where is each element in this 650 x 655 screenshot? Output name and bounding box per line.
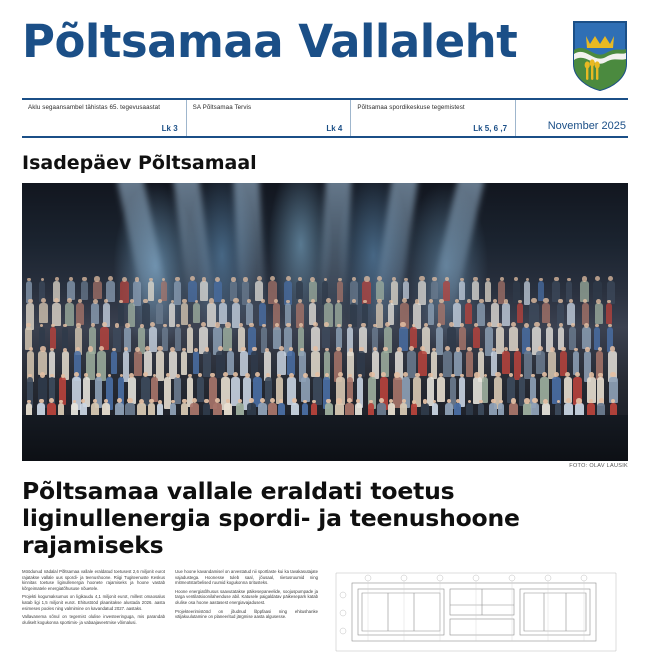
photo-image (22, 183, 628, 461)
paragraph: Projekteerimistööd on jõudnud lõppfaasi ning ehitushanke väljakuulutamine on planeeritud järgmise aasta algusesse. (175, 608, 318, 620)
paragraph: Uue hoone kavandamisel on arvestatud nii sportlaste kui ka tavakasutajate vajadustega. Hoonesse tuleb saal, jõusaal, riietusruumid ning mitmeotstarbelised ruumid kogukonna üritusteks. (175, 569, 318, 586)
teaser-text: Põltsamaa spordikeskuse tegemistest (357, 104, 465, 111)
paragraph: Hoone energiatõhusus saavutatakse päikesepaneelide, soojuspumpade ja targa ventilatsioonilahenduse abil. Katusele paigaldatav päikesepark katab olulise osa hoone aastasest energiavajadusest. (175, 588, 318, 605)
article-column-1 (22, 569, 165, 655)
teaser-item-1[interactable] (22, 100, 187, 136)
paragraph: Vallavanema sõnul on tegemist olulise investeeringuga, mis parandab oluliselt kogukonna sportimis- ja vabaajaveetmise võimalusi. (22, 614, 165, 625)
article-body (22, 569, 628, 655)
page-title: Põltsamaa Vallaleht (22, 15, 518, 68)
masthead (22, 0, 628, 92)
paragraph: Möödunud nädalal Põltsamaa vallale eraldatud toetusest 2,6 miljonit eurot rajatakse vallale uus spordi- ja teenushoone. Riigi Tugiteenuste Keskus kinnitas toetuse liginullenergia hoonete rajamiseks ja hoone vastab kõrgeimatele energiatõhususe nõuetele. (22, 569, 165, 591)
teaser-page-ref: Lk 5, 6 ,7 (473, 124, 508, 133)
teaser-text: Aklu segaansambel tähistas 65. tegevusaastat (28, 104, 161, 111)
building-floorplan-drawing (328, 569, 624, 655)
teaser-page-ref: Lk 3 (161, 124, 178, 133)
photo-credit: FOTO: OLAV LAUSIK (569, 463, 628, 469)
photo-crowd (22, 269, 628, 431)
teaser-bar (22, 98, 628, 138)
paragraph: Projekti kogumaksumus on ligikaudu 4,1 miljonit eurot, millest omaosalus katab ligi 1,5 miljonit eurot. Ehitustööd plaanitakse alustada 2026. aasta esimeses pooles ning valmimine on kavandatud 2027. aastaks. (22, 594, 165, 611)
teaser-page-ref: Lk 4 (326, 124, 343, 133)
teaser-item-2[interactable] (187, 100, 352, 136)
section-headline: Isadepäev Põltsamaal (22, 152, 257, 174)
teaser-item-3[interactable] (351, 100, 516, 136)
article-column-2 (175, 569, 318, 655)
teaser-text: SA Põltsamaa Tervis (192, 104, 252, 111)
main-headline: Põltsamaa vallale eraldati toetus liginullenergia spordi- ja teenushoone rajamiseks (22, 477, 520, 559)
lead-photo (22, 183, 628, 461)
issue-date: November 2025 (547, 120, 627, 132)
coat-of-arms-icon (572, 20, 628, 92)
floorplan-figure (328, 569, 624, 655)
